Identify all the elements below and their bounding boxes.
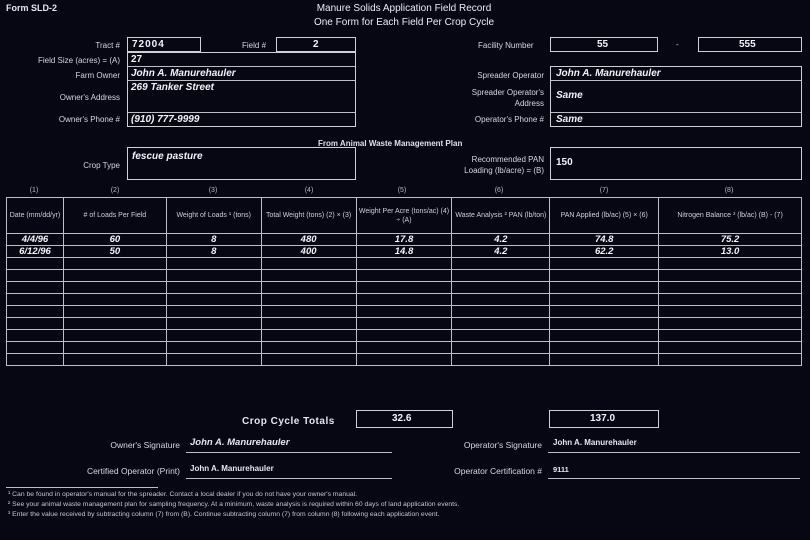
table-cell[interactable] <box>452 318 550 330</box>
cert-number-label: Operator Certification # <box>454 466 542 476</box>
table-cell[interactable] <box>452 270 550 282</box>
table-cell[interactable] <box>550 258 659 270</box>
header-weight-per-acre: Weight Per Acre (tons/ac) (4) ÷ (A) <box>356 198 452 234</box>
field-number-value: 2 <box>313 39 319 50</box>
certified-operator-value[interactable]: John A. Manurehauler <box>190 464 274 473</box>
table-cell[interactable] <box>550 354 659 366</box>
rec-pan-field[interactable] <box>550 147 802 180</box>
facility-number-value-2: 555 <box>739 39 756 50</box>
facility-label: Facility Number <box>478 41 534 50</box>
owners-phone-label: Owner's Phone # <box>58 115 120 124</box>
table-cell[interactable] <box>452 342 550 354</box>
table-cell[interactable] <box>261 282 356 294</box>
owners-address-label: Owner's Address <box>59 93 120 102</box>
table-cell[interactable]: 4.2 <box>452 246 550 258</box>
table-cell[interactable] <box>7 306 64 318</box>
table-cell[interactable]: 62.2 <box>550 246 659 258</box>
table-cell[interactable] <box>356 342 452 354</box>
table-cell[interactable] <box>452 330 550 342</box>
table-row <box>7 318 802 330</box>
table-cell[interactable] <box>550 342 659 354</box>
table-cell[interactable] <box>166 306 261 318</box>
form-id: Form SLD-2 <box>6 3 58 13</box>
cert-number-line <box>548 478 800 479</box>
table-cell[interactable] <box>261 330 356 342</box>
crop-type-value: fescue pasture <box>132 151 203 162</box>
table-cell[interactable] <box>550 306 659 318</box>
col-number: (2) <box>110 187 120 194</box>
footnote-2: ² See your animal waste management plan for sampling frequency. At a minimum, waste analysis is required within 60 days of land application events. <box>8 501 460 508</box>
header-weight-of-loads: Weight of Loads ¹ (tons) <box>166 198 261 234</box>
table-cell[interactable] <box>659 258 802 270</box>
spreader-address-value[interactable]: Same <box>556 90 583 101</box>
table-cell[interactable]: 4.2 <box>452 234 550 246</box>
field-label: Field # <box>242 41 267 50</box>
table-cell[interactable]: 74.8 <box>550 234 659 246</box>
table-row <box>7 294 802 306</box>
table-cell[interactable]: 14.8 <box>356 246 452 258</box>
totals-label: Crop Cycle Totals <box>242 416 335 427</box>
table-cell[interactable]: 60 <box>63 234 166 246</box>
table-cell[interactable] <box>7 294 64 306</box>
operators-phone-value[interactable]: Same <box>556 114 583 125</box>
col-number: (3) <box>208 187 218 194</box>
table-cell[interactable] <box>550 318 659 330</box>
footnote-divider <box>6 487 158 488</box>
owner-info-box <box>127 52 356 127</box>
table-cell[interactable] <box>659 306 802 318</box>
table-cell[interactable] <box>7 342 64 354</box>
table-cell[interactable] <box>659 330 802 342</box>
table-cell[interactable] <box>7 270 64 282</box>
table-cell[interactable] <box>261 306 356 318</box>
table-cell[interactable] <box>261 270 356 282</box>
table-cell[interactable] <box>550 282 659 294</box>
table-cell[interactable] <box>659 342 802 354</box>
table-cell[interactable]: 8 <box>166 246 261 258</box>
table-cell[interactable] <box>166 330 261 342</box>
table-cell[interactable] <box>63 270 166 282</box>
table-cell[interactable] <box>452 294 550 306</box>
header-nitrogen-balance: Nitrogen Balance ³ (lb/ac) (B) - (7) <box>659 198 802 234</box>
table-cell[interactable] <box>7 330 64 342</box>
field-number-field[interactable] <box>276 37 356 52</box>
header-pan-applied: PAN Applied (lb/ac) (5) × (6) <box>550 198 659 234</box>
facility-number-field-2[interactable] <box>698 37 802 52</box>
footnote-3: ³ Enter the value received by subtracting column (7) from (B). Continue subtracting column (7) from column (8) following each application event. <box>8 511 440 518</box>
table-cell[interactable] <box>659 354 802 366</box>
table-cell[interactable]: 4/4/96 <box>7 234 64 246</box>
spreader-address-label-2: Address <box>514 99 544 108</box>
table-cell[interactable] <box>261 342 356 354</box>
tract-label: Tract # <box>95 41 120 50</box>
table-row <box>7 258 802 270</box>
header-total-weight: Total Weight (tons) (2) × (3) <box>261 198 356 234</box>
rec-pan-label-1: Recommended PAN <box>471 155 544 164</box>
owners-address-value[interactable]: 269 Tanker Street <box>131 82 215 93</box>
table-cell[interactable] <box>7 354 64 366</box>
table-cell[interactable] <box>63 258 166 270</box>
table-cell[interactable] <box>356 306 452 318</box>
table-row <box>7 270 802 282</box>
table-cell[interactable] <box>261 318 356 330</box>
certified-operator-label: Certified Operator (Print) <box>86 466 180 476</box>
operator-info-box <box>550 66 802 127</box>
table-cell[interactable] <box>659 318 802 330</box>
crop-type-field[interactable] <box>127 147 356 180</box>
header-date: Date (mm/dd/yr) <box>7 198 64 234</box>
table-cell[interactable] <box>659 294 802 306</box>
table-cell[interactable] <box>452 354 550 366</box>
table-cell[interactable] <box>550 294 659 306</box>
table-cell[interactable] <box>659 282 802 294</box>
table-cell[interactable]: 400 <box>261 246 356 258</box>
table-cell[interactable] <box>7 318 64 330</box>
table-cell[interactable]: 50 <box>63 246 166 258</box>
table-cell[interactable] <box>63 330 166 342</box>
form-title: Manure Solids Application Field Record <box>316 3 492 14</box>
table-row <box>7 246 802 258</box>
table-row <box>7 306 802 318</box>
application-table <box>6 197 802 366</box>
table-cell[interactable] <box>356 318 452 330</box>
table-row <box>7 342 802 354</box>
spreader-operator-value[interactable]: John A. Manurehauler <box>556 68 661 79</box>
table-cell[interactable]: 75.2 <box>659 234 802 246</box>
table-cell[interactable] <box>356 270 452 282</box>
tract-value: 72004 <box>132 39 165 50</box>
field-size-value[interactable]: 27 <box>131 54 143 65</box>
table-cell[interactable] <box>659 270 802 282</box>
table-cell[interactable] <box>63 282 166 294</box>
col-number: (7) <box>599 187 609 194</box>
facility-number-value-1: 55 <box>597 39 609 50</box>
table-row <box>7 282 802 294</box>
table-cell[interactable] <box>63 342 166 354</box>
total-weight-per-acre-field[interactable] <box>356 410 453 428</box>
rec-pan-label-2: Loading (lb/acre) = (B) <box>464 166 544 175</box>
crop-type-label: Crop Type <box>83 161 120 170</box>
table-cell[interactable] <box>550 330 659 342</box>
table-cell[interactable] <box>166 258 261 270</box>
col-number: (1) <box>29 187 39 194</box>
table-cell[interactable] <box>356 282 452 294</box>
spreader-operator-label: Spreader Operator <box>477 71 544 80</box>
table-cell[interactable] <box>356 294 452 306</box>
table-row <box>7 330 802 342</box>
facility-dash: - <box>676 40 679 49</box>
table-cell[interactable] <box>356 354 452 366</box>
table-cell[interactable] <box>166 270 261 282</box>
table-cell[interactable] <box>166 342 261 354</box>
table-cell[interactable] <box>63 354 166 366</box>
table-cell[interactable] <box>63 294 166 306</box>
table-row <box>7 234 802 246</box>
awmp-heading: From Animal Waste Management Plan <box>318 139 463 148</box>
owner-signature-line <box>186 452 392 453</box>
facility-number-field-1[interactable] <box>550 37 658 52</box>
table-cell[interactable] <box>166 294 261 306</box>
farm-owner-value[interactable]: John A. Manurehauler <box>131 68 236 79</box>
header-loads: # of Loads Per Field <box>63 198 166 234</box>
table-cell[interactable] <box>63 318 166 330</box>
table-cell[interactable] <box>261 258 356 270</box>
table-row <box>7 354 802 366</box>
table-cell[interactable] <box>356 330 452 342</box>
total-pan-applied-value: 137.0 <box>590 413 616 424</box>
col-number: (4) <box>304 187 314 194</box>
table-cell[interactable] <box>452 306 550 318</box>
col-number: (5) <box>397 187 407 194</box>
spreader-address-label-1: Spreader Operator's <box>471 88 544 97</box>
operator-signature-line <box>548 452 800 453</box>
table-cell[interactable] <box>261 354 356 366</box>
table-cell[interactable] <box>63 306 166 318</box>
tract-field[interactable] <box>127 37 201 52</box>
total-pan-applied-field[interactable] <box>549 410 659 428</box>
col-number: (6) <box>494 187 504 194</box>
table-cell[interactable]: 480 <box>261 234 356 246</box>
table-cell[interactable] <box>166 318 261 330</box>
table-cell[interactable] <box>166 282 261 294</box>
table-cell[interactable] <box>7 282 64 294</box>
table-cell[interactable] <box>452 258 550 270</box>
table-cell[interactable] <box>166 354 261 366</box>
operator-signature-label: Operator's Signature <box>463 440 542 450</box>
table-cell[interactable] <box>356 258 452 270</box>
footnote-1: ¹ Can be found in operator's manual for the spreader. Contact a local dealer if you do not have your owner's manual. <box>8 491 358 498</box>
total-weight-per-acre-value: 32.6 <box>392 413 412 424</box>
cert-number-value[interactable]: 9111 <box>553 465 569 474</box>
operator-signature-value[interactable]: John A. Manurehauler <box>553 438 637 447</box>
form-subtitle: One Form for Each Field Per Crop Cycle <box>313 17 495 28</box>
owner-signature-value[interactable]: John A. Manurehauler <box>190 437 290 448</box>
certified-operator-line <box>186 478 392 479</box>
rec-pan-value: 150 <box>556 157 573 168</box>
field-size-label: Field Size (acres) = (A) <box>37 56 120 65</box>
farm-owner-label: Farm Owner <box>75 71 120 80</box>
table-cell[interactable]: 17.8 <box>356 234 452 246</box>
table-cell[interactable]: 6/12/96 <box>7 246 64 258</box>
header-waste-analysis: Waste Analysis ² PAN (lb/ton) <box>452 198 550 234</box>
table-cell[interactable] <box>550 270 659 282</box>
owners-phone-value[interactable]: (910) 777-9999 <box>131 114 200 125</box>
table-cell[interactable]: 13.0 <box>659 246 802 258</box>
table-cell[interactable]: 8 <box>166 234 261 246</box>
table-header-row <box>7 198 802 234</box>
col-number: (8) <box>724 187 734 194</box>
table-cell[interactable] <box>7 258 64 270</box>
table-cell[interactable] <box>261 294 356 306</box>
operators-phone-label: Operator's Phone # <box>474 115 544 124</box>
table-cell[interactable] <box>452 282 550 294</box>
owner-signature-label: Owner's Signature <box>110 440 180 450</box>
